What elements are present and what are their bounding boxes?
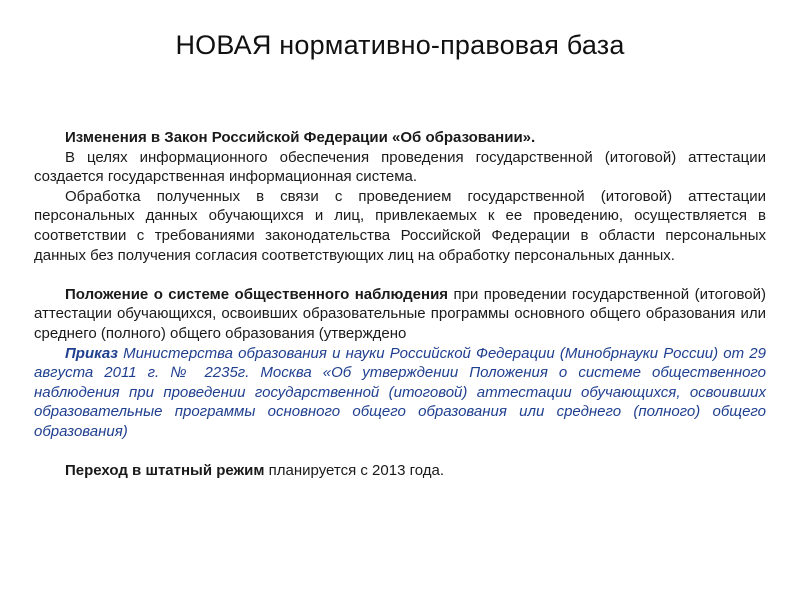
section3-heading: Переход в штатный режим <box>65 462 265 480</box>
order-label: Приказ <box>65 344 118 362</box>
section1-paragraph-2: Обработка полученных в связи с проведением государственной (итоговой) аттестации персональных данных обучающихся и лиц, привлекаемых к ее проведению, осуществляется в соответствии с требованиями законодательства Российской Федерации в области персональных данных без получения согласия соответствующих лиц на обработку персональных данных. <box>34 187 766 264</box>
order-text: Министерства образования и науки Российской Федерации (Минобрнауки России) от 29 августа 2011 г. № 2235г. Москва «Об утверждении Положения о системе общественного наблюдения при проведении государственной (итоговой) аттестации обучающихся, освоивших образовательные программы основного общего образования или среднего (полного) общего образования) <box>34 344 766 440</box>
slide-content <box>34 128 766 481</box>
section2-heading: Положение о системе общественного наблюдения <box>65 285 449 303</box>
spacer <box>34 265 766 285</box>
order-paragraph <box>34 344 766 442</box>
section2-paragraph <box>34 285 766 344</box>
slide-title: НОВАЯ нормативно-правовая база <box>175 30 625 60</box>
section1-heading: Изменения в Закон Российской Федерации «Об образовании». <box>65 129 536 146</box>
spacer <box>34 442 766 462</box>
section2-text: при проведении государственной (итоговой) аттестации обучающихся, освоивших образовательные программы основного общего образования или среднего (полного) общего образования (утверждено <box>34 285 766 342</box>
section3-paragraph <box>34 461 766 481</box>
section1-paragraph-1: В целях информационного обеспечения проведения государственной (итоговой) аттестации создается государственная информационная система. <box>34 148 766 186</box>
section3-text: планируется с 2013 года. <box>264 462 445 480</box>
